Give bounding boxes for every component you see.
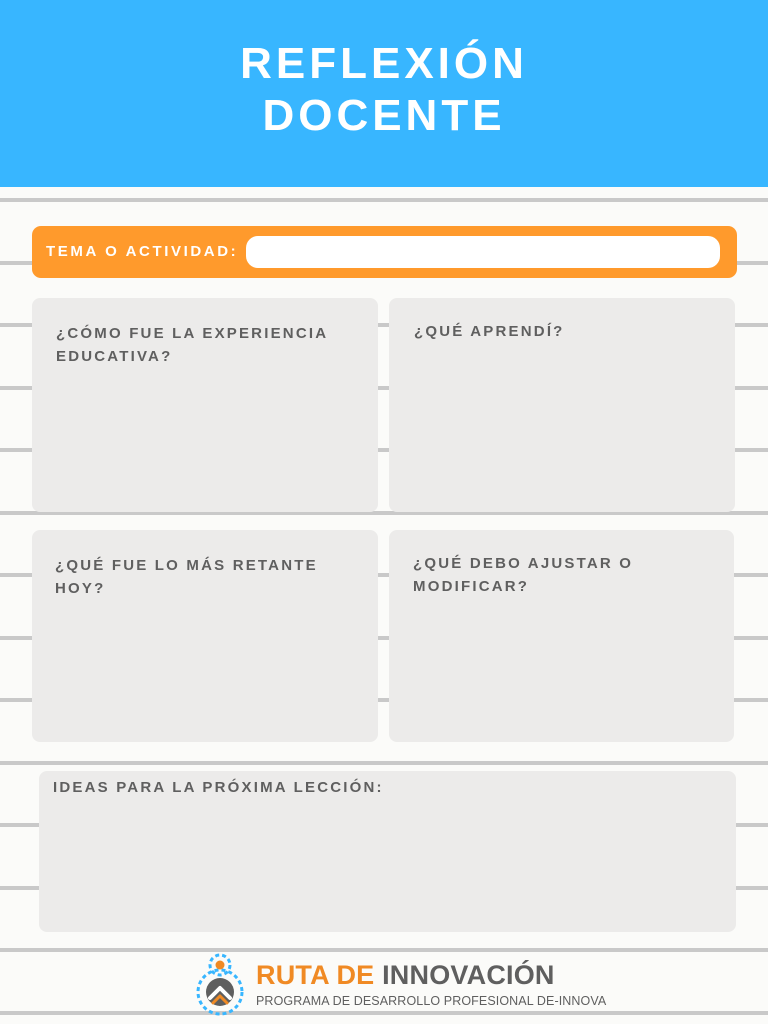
adjust-box[interactable] <box>389 530 734 742</box>
logo-word-innovacion: INNOVACIÓN <box>382 960 555 990</box>
page-title <box>0 38 768 142</box>
ruled-line <box>0 761 768 765</box>
tema-label: TEMA O ACTIVIDAD: <box>46 243 239 260</box>
challenge-label: ¿QUÉ FUE LO MÁS RETANTE HOY? <box>55 557 318 597</box>
tema-bar <box>32 226 737 278</box>
tema-input[interactable] <box>246 236 720 268</box>
logo-title <box>256 960 555 991</box>
adjust-label: ¿QUÉ DEBO AJUSTAR O MODIFICAR? <box>413 555 634 595</box>
header-banner <box>0 0 768 187</box>
experience-box[interactable] <box>32 298 378 512</box>
ideas-label: IDEAS PARA LA PRÓXIMA LECCIÓN: <box>53 779 384 796</box>
logo-word-ruta: RUTA DE <box>256 960 375 990</box>
page-title-line2: DOCENTE <box>262 91 506 140</box>
page-title-line1: REFLEXIÓN <box>240 39 528 88</box>
ideas-box[interactable] <box>39 771 736 932</box>
experience-label: ¿CÓMO FUE LA EXPERIENCIA EDUCATIVA? <box>56 325 329 365</box>
logo-emblem-icon <box>192 952 252 1016</box>
challenge-box[interactable] <box>32 530 378 742</box>
ruled-line <box>0 198 768 202</box>
logo-subtitle: PROGRAMA DE DESARROLLO PROFESIONAL DE-INNOVA <box>256 994 607 1008</box>
ruta-de-innovacion-logo <box>192 952 607 1016</box>
learned-box[interactable] <box>389 298 735 512</box>
learned-label: ¿QUÉ APRENDÍ? <box>414 323 565 340</box>
